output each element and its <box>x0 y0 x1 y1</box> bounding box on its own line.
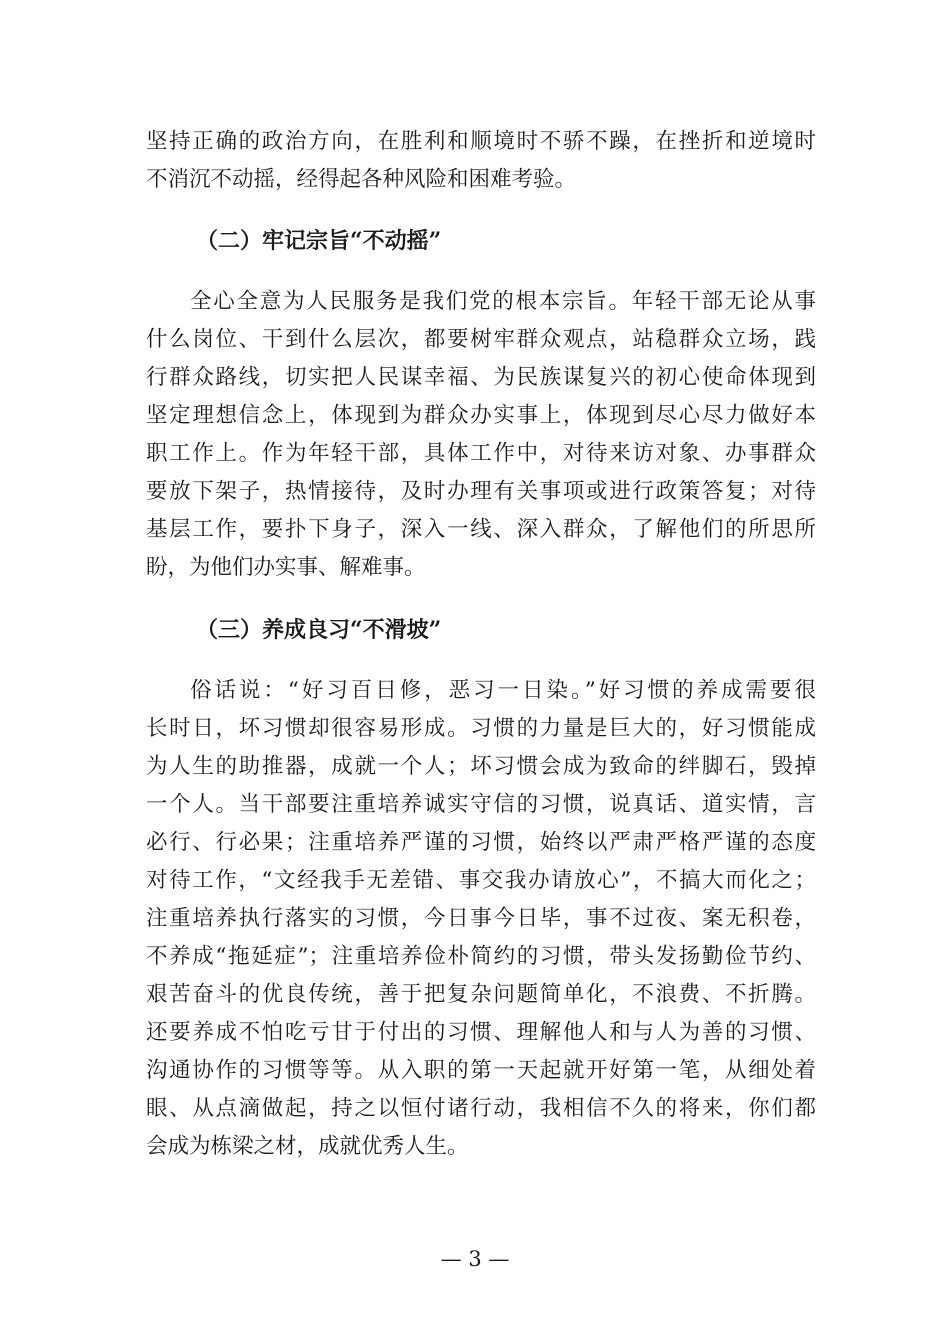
paragraph-line: 长时日，坏习惯却很容易形成。习惯的力量是巨大的，好习惯能成 <box>146 716 816 741</box>
section-heading: （二）牢记宗旨“不动摇” <box>196 228 442 254</box>
page-number: — 3 — <box>440 1247 510 1271</box>
paragraph-line: 注重培养执行落实的习惯，今日事今日毕，事不过夜、案无积卷， <box>146 906 816 931</box>
paragraph-line: 俗话说：“好习百日修，恶习一日染。”好习惯的养成需要很 <box>190 678 816 703</box>
paragraph-line: 眼、从点滴做起，持之以恒付诸行动，我相信不久的将来，你们都 <box>146 1096 816 1121</box>
paragraph-line: 还要养成不怕吃亏甘于付出的习惯、理解他人和与人为善的习惯、 <box>146 1020 816 1045</box>
paragraph-line: 会成为栋梁之材，成就优秀人生。 <box>146 1134 469 1159</box>
paragraph-line: 沟通协作的习惯等等。从入职的第一天起就开好第一笔，从细处着 <box>146 1058 816 1083</box>
paragraph-line: 什么岗位、干到什么层次，都要树牢群众观点，站稳群众立场，践 <box>146 327 816 352</box>
paragraph-line: 职工作上。作为年轻干部，具体工作中，对待来访对象、办事群众 <box>146 441 816 466</box>
paragraph-line: 要放下架子，热情接待，及时办理有关事项或进行政策答复；对待 <box>146 479 816 504</box>
paragraph-line: 对待工作，“文经我手无差错、事交我办请放心”，不搞大而化之； <box>146 868 816 893</box>
paragraph-line: 为人生的助推器，成就一个人；坏习惯会成为致命的绊脚石，毁掉 <box>146 754 816 779</box>
paragraph-line: 不养成“拖延症”；注重培养俭朴简约的习惯，带头发扬勤俭节约、 <box>146 944 816 969</box>
paragraph-line: 盼，为他们办实事、解难事。 <box>146 555 426 580</box>
paragraph-line: 坚持正确的政治方向，在胜利和顺境时不骄不躁，在挫折和逆境时 <box>146 129 816 154</box>
paragraph-line: 基层工作，要扑下身子，深入一线、深入群众，了解他们的所思所 <box>146 517 816 542</box>
paragraph-line: 全心全意为人民服务是我们党的根本宗旨。年轻干部无论从事 <box>190 289 816 314</box>
paragraph-line: 一个人。当干部要注重培养诚实守信的习惯，说真话、道实情，言 <box>146 792 816 817</box>
paragraph-line: 坚定理想信念上，体现到为群众办实事上，体现到尽心尽力做好本 <box>146 403 816 428</box>
paragraph-line: 必行、行必果；注重培养严谨的习惯，始终以严肃严格严谨的态度 <box>146 830 816 855</box>
section-heading: （三）养成良习“不滑坡” <box>196 617 442 643</box>
paragraph-line: 行群众路线，切实把人民谋幸福、为民族谋复兴的初心使命体现到 <box>146 365 816 390</box>
paragraph-line: 艰苦奋斗的优良传统，善于把复杂问题简单化，不浪费、不折腾。 <box>146 982 816 1007</box>
paragraph-line: 不消沉不动摇，经得起各种风险和困难考验。 <box>146 167 577 192</box>
